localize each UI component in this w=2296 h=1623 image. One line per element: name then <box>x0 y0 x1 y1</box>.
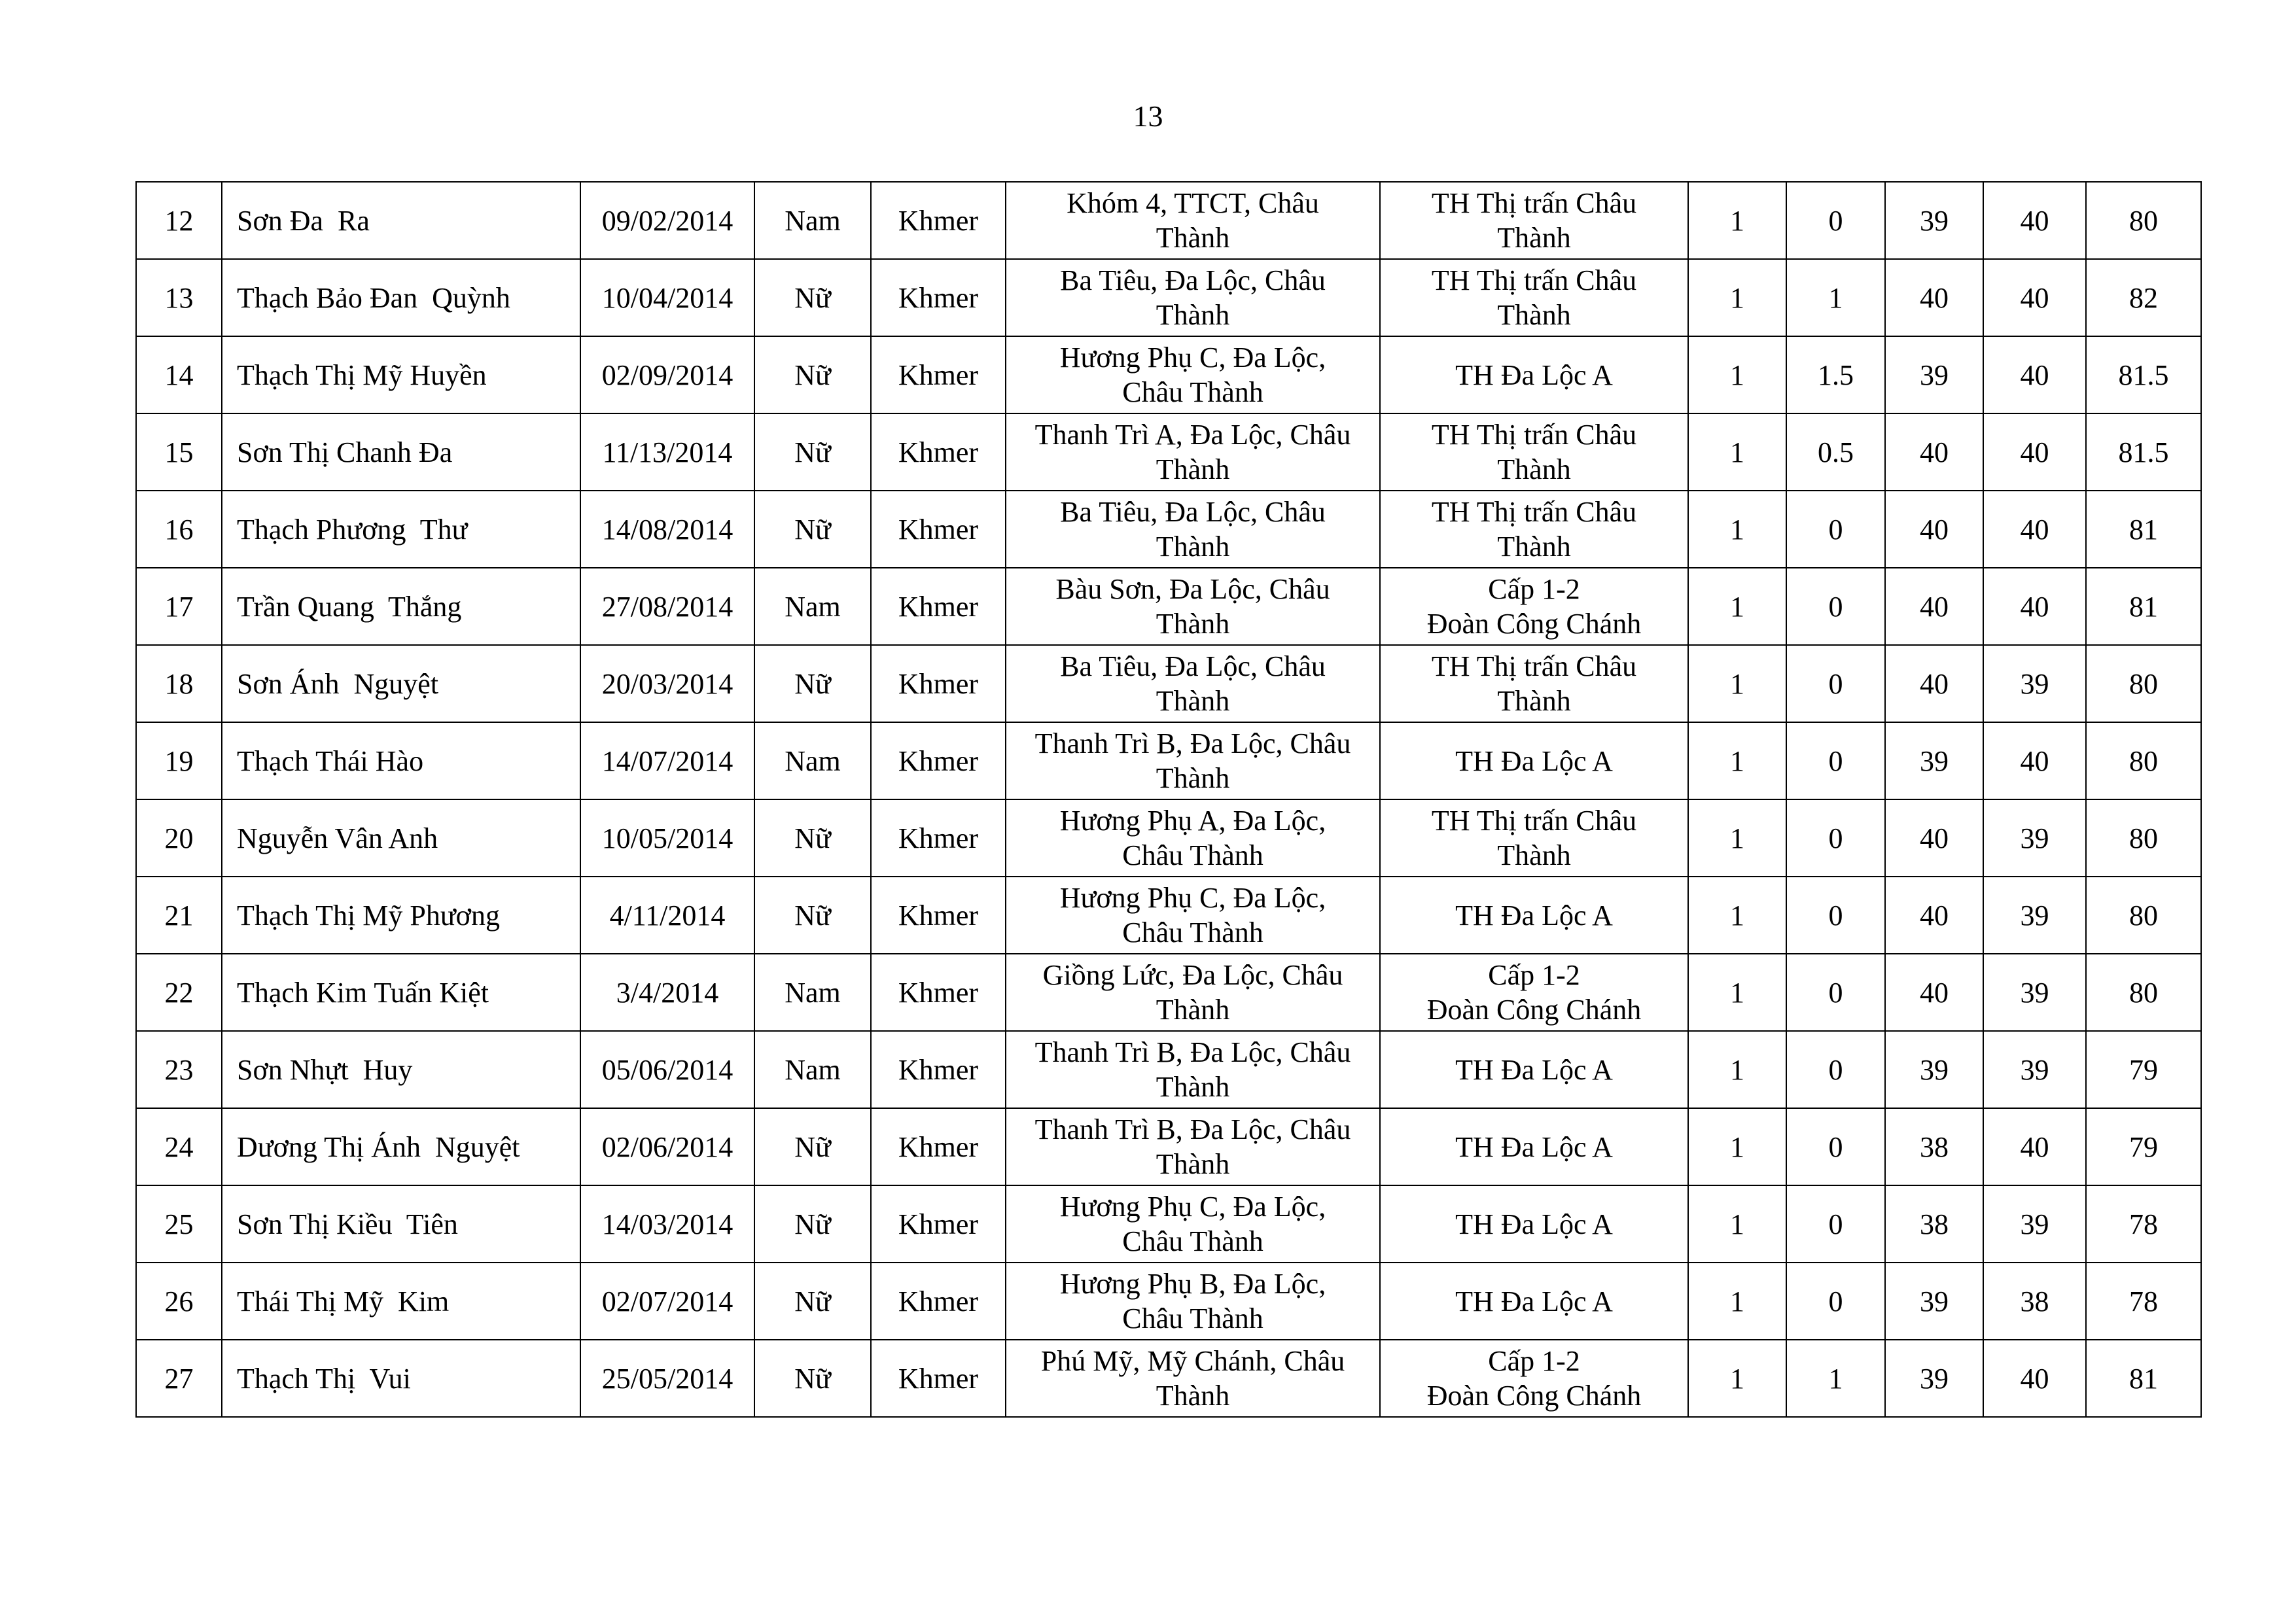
cell-address <box>1006 954 1380 1031</box>
table-row <box>136 491 2201 568</box>
cell-total: 80 <box>2086 722 2201 799</box>
cell-school <box>1380 1185 1688 1263</box>
cell-address <box>1006 1031 1380 1108</box>
cell-score-1: 1 <box>1688 1108 1786 1185</box>
cell-score-3: 39 <box>1885 1263 1983 1340</box>
cell-dob: 27/08/2014 <box>580 568 754 645</box>
cell-address <box>1006 722 1380 799</box>
cell-score-2: 0 <box>1786 722 1885 799</box>
cell-ethnicity: Khmer <box>871 799 1006 877</box>
cell-score-3: 39 <box>1885 336 1983 413</box>
cell-score-1: 1 <box>1688 259 1786 336</box>
cell-ethnicity: Khmer <box>871 954 1006 1031</box>
cell-total: 81.5 <box>2086 413 2201 491</box>
cell-gender: Nữ <box>754 1263 871 1340</box>
cell-gender: Nam <box>754 954 871 1031</box>
cell-ethnicity: Khmer <box>871 568 1006 645</box>
cell-score-4: 40 <box>1983 1340 2086 1417</box>
cell-school <box>1380 259 1688 336</box>
cell-stt: 25 <box>136 1185 222 1263</box>
cell-address-text: Ba Tiêu, Đa Lộc, Châu Thành <box>1060 650 1326 717</box>
cell-gender: Nam <box>754 568 871 645</box>
cell-score-2: 0 <box>1786 1263 1885 1340</box>
cell-name: Sơn Ánh Nguyệt <box>222 645 580 722</box>
cell-total: 80 <box>2086 182 2201 259</box>
cell-score-1: 1 <box>1688 491 1786 568</box>
cell-school-text: TH Đa Lộc A <box>1455 1130 1613 1163</box>
cell-score-1: 1 <box>1688 336 1786 413</box>
cell-score-4: 39 <box>1983 877 2086 954</box>
cell-school-text: TH Thị trấn Châu Thành <box>1431 419 1637 485</box>
cell-address-text: Giồng Lức, Đa Lộc, Châu Thành <box>1042 959 1343 1026</box>
cell-school <box>1380 1340 1688 1417</box>
cell-score-3: 39 <box>1885 1031 1983 1108</box>
cell-total: 79 <box>2086 1031 2201 1108</box>
cell-ethnicity: Khmer <box>871 1185 1006 1263</box>
table-row <box>136 1185 2201 1263</box>
cell-school <box>1380 491 1688 568</box>
table-row <box>136 722 2201 799</box>
cell-address-text: Hương Phụ C, Đa Lộc, Châu Thành <box>1059 882 1326 949</box>
cell-name: Nguyễn Vân Anh <box>222 799 580 877</box>
cell-address <box>1006 1263 1380 1340</box>
cell-address-text: Ba Tiêu, Đa Lộc, Châu Thành <box>1060 264 1326 331</box>
cell-gender: Nữ <box>754 1340 871 1417</box>
cell-score-2: 1 <box>1786 259 1885 336</box>
cell-school-text: Cấp 1-2 Đoàn Công Chánh <box>1426 573 1642 640</box>
cell-score-4: 39 <box>1983 954 2086 1031</box>
cell-name: Dương Thị Ánh Nguyệt <box>222 1108 580 1185</box>
cell-score-2: 0 <box>1786 568 1885 645</box>
cell-stt: 22 <box>136 954 222 1031</box>
cell-total: 81 <box>2086 491 2201 568</box>
cell-ethnicity: Khmer <box>871 1031 1006 1108</box>
cell-dob: 14/03/2014 <box>580 1185 754 1263</box>
cell-stt: 14 <box>136 336 222 413</box>
cell-score-1: 1 <box>1688 645 1786 722</box>
table-row <box>136 182 2201 259</box>
cell-school-text: TH Đa Lộc A <box>1455 1208 1613 1240</box>
cell-ethnicity: Khmer <box>871 1340 1006 1417</box>
cell-stt: 17 <box>136 568 222 645</box>
cell-school-text: TH Đa Lộc A <box>1455 1053 1613 1086</box>
table-row <box>136 954 2201 1031</box>
cell-address <box>1006 799 1380 877</box>
cell-school <box>1380 568 1688 645</box>
cell-score-1: 1 <box>1688 877 1786 954</box>
cell-gender: Nữ <box>754 877 871 954</box>
cell-total: 82 <box>2086 259 2201 336</box>
cell-name: Thạch Bảo Đan Quỳnh <box>222 259 580 336</box>
cell-school-text: TH Thị trấn Châu Thành <box>1431 496 1637 563</box>
cell-stt: 15 <box>136 413 222 491</box>
cell-dob: 11/13/2014 <box>580 413 754 491</box>
table-row <box>136 645 2201 722</box>
cell-stt: 16 <box>136 491 222 568</box>
cell-score-2: 0 <box>1786 1031 1885 1108</box>
cell-score-2: 0 <box>1786 954 1885 1031</box>
cell-score-1: 1 <box>1688 568 1786 645</box>
table-body <box>136 182 2201 1417</box>
cell-name: Thạch Thị Vui <box>222 1340 580 1417</box>
cell-ethnicity: Khmer <box>871 182 1006 259</box>
cell-score-4: 40 <box>1983 722 2086 799</box>
cell-stt: 24 <box>136 1108 222 1185</box>
cell-address-text: Ba Tiêu, Đa Lộc, Châu Thành <box>1060 496 1326 563</box>
cell-dob: 20/03/2014 <box>580 645 754 722</box>
cell-total: 80 <box>2086 877 2201 954</box>
cell-address <box>1006 1340 1380 1417</box>
cell-total: 79 <box>2086 1108 2201 1185</box>
cell-ethnicity: Khmer <box>871 1108 1006 1185</box>
cell-school-text: TH Đa Lộc A <box>1455 358 1613 391</box>
cell-gender: Nữ <box>754 336 871 413</box>
cell-name: Thạch Thái Hào <box>222 722 580 799</box>
cell-name: Trần Quang Thắng <box>222 568 580 645</box>
cell-address <box>1006 182 1380 259</box>
cell-stt: 27 <box>136 1340 222 1417</box>
cell-school <box>1380 1108 1688 1185</box>
cell-score-2: 0 <box>1786 491 1885 568</box>
cell-total: 81 <box>2086 1340 2201 1417</box>
cell-school <box>1380 799 1688 877</box>
cell-score-2: 0 <box>1786 799 1885 877</box>
cell-score-2: 0 <box>1786 182 1885 259</box>
table-row <box>136 413 2201 491</box>
cell-score-4: 40 <box>1983 491 2086 568</box>
cell-address <box>1006 1185 1380 1263</box>
cell-school <box>1380 1031 1688 1108</box>
cell-score-3: 39 <box>1885 722 1983 799</box>
cell-address <box>1006 877 1380 954</box>
cell-score-3: 40 <box>1885 954 1983 1031</box>
cell-address <box>1006 413 1380 491</box>
cell-dob: 02/07/2014 <box>580 1263 754 1340</box>
cell-gender: Nữ <box>754 1108 871 1185</box>
table-row <box>136 1263 2201 1340</box>
cell-gender: Nam <box>754 722 871 799</box>
cell-school <box>1380 182 1688 259</box>
cell-total: 80 <box>2086 954 2201 1031</box>
cell-school-text: TH Thị trấn Châu Thành <box>1431 650 1637 717</box>
cell-school-text: TH Đa Lộc A <box>1455 899 1613 932</box>
cell-address <box>1006 645 1380 722</box>
cell-ethnicity: Khmer <box>871 645 1006 722</box>
cell-name: Sơn Đa Ra <box>222 182 580 259</box>
cell-score-3: 40 <box>1885 413 1983 491</box>
cell-score-2: 0.5 <box>1786 413 1885 491</box>
cell-score-4: 40 <box>1983 259 2086 336</box>
cell-address <box>1006 1108 1380 1185</box>
cell-score-1: 1 <box>1688 722 1786 799</box>
cell-address <box>1006 491 1380 568</box>
cell-score-4: 40 <box>1983 568 2086 645</box>
table-row <box>136 1108 2201 1185</box>
cell-stt: 23 <box>136 1031 222 1108</box>
cell-score-4: 38 <box>1983 1263 2086 1340</box>
cell-score-2: 0 <box>1786 1185 1885 1263</box>
cell-score-4: 39 <box>1983 1185 2086 1263</box>
cell-score-3: 38 <box>1885 1185 1983 1263</box>
cell-score-1: 1 <box>1688 799 1786 877</box>
cell-score-4: 40 <box>1983 1108 2086 1185</box>
cell-address <box>1006 568 1380 645</box>
cell-stt: 21 <box>136 877 222 954</box>
cell-dob: 05/06/2014 <box>580 1031 754 1108</box>
cell-school-text: TH Đa Lộc A <box>1455 1285 1613 1318</box>
table-row <box>136 1031 2201 1108</box>
cell-name: Sơn Thị Kiều Tiên <box>222 1185 580 1263</box>
cell-score-3: 40 <box>1885 645 1983 722</box>
cell-gender: Nữ <box>754 799 871 877</box>
cell-score-3: 38 <box>1885 1108 1983 1185</box>
cell-dob: 4/11/2014 <box>580 877 754 954</box>
cell-ethnicity: Khmer <box>871 259 1006 336</box>
cell-score-3: 40 <box>1885 491 1983 568</box>
cell-school-text: TH Thị trấn Châu Thành <box>1431 264 1637 331</box>
cell-total: 78 <box>2086 1263 2201 1340</box>
cell-dob: 14/08/2014 <box>580 491 754 568</box>
table-row <box>136 259 2201 336</box>
cell-score-3: 40 <box>1885 799 1983 877</box>
cell-score-1: 1 <box>1688 413 1786 491</box>
cell-score-1: 1 <box>1688 1185 1786 1263</box>
cell-total: 80 <box>2086 799 2201 877</box>
cell-total: 81.5 <box>2086 336 2201 413</box>
cell-stt: 20 <box>136 799 222 877</box>
cell-address-text: Thanh Trì A, Đa Lộc, Châu Thành <box>1034 419 1351 485</box>
cell-score-4: 40 <box>1983 413 2086 491</box>
cell-score-2: 1 <box>1786 1340 1885 1417</box>
cell-name: Thạch Thị Mỹ Phương <box>222 877 580 954</box>
cell-ethnicity: Khmer <box>871 336 1006 413</box>
cell-score-1: 1 <box>1688 1031 1786 1108</box>
cell-total: 78 <box>2086 1185 2201 1263</box>
cell-name: Thạch Thị Mỹ Huyền <box>222 336 580 413</box>
cell-gender: Nữ <box>754 413 871 491</box>
cell-score-3: 40 <box>1885 877 1983 954</box>
table-row <box>136 336 2201 413</box>
cell-score-1: 1 <box>1688 954 1786 1031</box>
cell-total: 81 <box>2086 568 2201 645</box>
cell-school-text: TH Đa Lộc A <box>1455 744 1613 777</box>
cell-score-4: 39 <box>1983 799 2086 877</box>
cell-dob: 25/05/2014 <box>580 1340 754 1417</box>
cell-gender: Nữ <box>754 259 871 336</box>
cell-score-2: 0 <box>1786 877 1885 954</box>
cell-school <box>1380 877 1688 954</box>
cell-school-text: Cấp 1-2 Đoàn Công Chánh <box>1426 959 1642 1026</box>
cell-school-text: TH Thị trấn Châu Thành <box>1431 187 1637 254</box>
cell-gender: Nữ <box>754 645 871 722</box>
cell-address-text: Thanh Trì B, Đa Lộc, Châu Thành <box>1034 727 1351 794</box>
cell-score-4: 39 <box>1983 645 2086 722</box>
cell-address-text: Phú Mỹ, Mỹ Chánh, Châu Thành <box>1040 1345 1345 1412</box>
cell-name: Thạch Phương Thư <box>222 491 580 568</box>
cell-address-text: Hương Phụ C, Đa Lộc, Châu Thành <box>1059 341 1326 408</box>
cell-score-4: 40 <box>1983 182 2086 259</box>
cell-name: Sơn Nhựt Huy <box>222 1031 580 1108</box>
cell-ethnicity: Khmer <box>871 491 1006 568</box>
cell-gender: Nam <box>754 1031 871 1108</box>
student-table <box>135 181 2202 1418</box>
cell-name: Thạch Kim Tuấn Kiệt <box>222 954 580 1031</box>
cell-score-3: 40 <box>1885 259 1983 336</box>
cell-address <box>1006 336 1380 413</box>
cell-dob: 02/06/2014 <box>580 1108 754 1185</box>
cell-ethnicity: Khmer <box>871 1263 1006 1340</box>
cell-address-text: Bàu Sơn, Đa Lộc, Châu Thành <box>1055 573 1330 640</box>
cell-address-text: Khóm 4, TTCT, Châu Thành <box>1067 187 1319 254</box>
cell-score-1: 1 <box>1688 182 1786 259</box>
cell-school <box>1380 954 1688 1031</box>
cell-school <box>1380 645 1688 722</box>
cell-school-text: TH Thị trấn Châu Thành <box>1431 805 1637 871</box>
cell-stt: 12 <box>136 182 222 259</box>
cell-name: Thái Thị Mỹ Kim <box>222 1263 580 1340</box>
cell-school <box>1380 336 1688 413</box>
cell-stt: 18 <box>136 645 222 722</box>
cell-score-4: 39 <box>1983 1031 2086 1108</box>
cell-total: 80 <box>2086 645 2201 722</box>
cell-school <box>1380 1263 1688 1340</box>
cell-dob: 10/05/2014 <box>580 799 754 877</box>
cell-name: Sơn Thị Chanh Đa <box>222 413 580 491</box>
cell-dob: 3/4/2014 <box>580 954 754 1031</box>
cell-ethnicity: Khmer <box>871 722 1006 799</box>
cell-school <box>1380 413 1688 491</box>
cell-gender: Nam <box>754 182 871 259</box>
table-row <box>136 1340 2201 1417</box>
page-number: 13 <box>1133 99 1163 133</box>
cell-address-text: Hương Phụ A, Đa Lộc, Châu Thành <box>1059 805 1326 871</box>
cell-score-3: 40 <box>1885 568 1983 645</box>
cell-address-text: Thanh Trì B, Đa Lộc, Châu Thành <box>1034 1113 1351 1180</box>
cell-school-text: Cấp 1-2 Đoàn Công Chánh <box>1426 1345 1642 1412</box>
table-row <box>136 877 2201 954</box>
cell-score-3: 39 <box>1885 182 1983 259</box>
cell-stt: 26 <box>136 1263 222 1340</box>
cell-address-text: Hương Phụ B, Đa Lộc, Châu Thành <box>1059 1268 1326 1335</box>
cell-gender: Nữ <box>754 491 871 568</box>
table-row <box>136 799 2201 877</box>
cell-address-text: Hương Phụ C, Đa Lộc, Châu Thành <box>1059 1191 1326 1257</box>
cell-gender: Nữ <box>754 1185 871 1263</box>
cell-score-2: 0 <box>1786 645 1885 722</box>
cell-score-1: 1 <box>1688 1263 1786 1340</box>
cell-score-4: 40 <box>1983 336 2086 413</box>
cell-school <box>1380 722 1688 799</box>
cell-dob: 09/02/2014 <box>580 182 754 259</box>
cell-score-2: 1.5 <box>1786 336 1885 413</box>
cell-score-3: 39 <box>1885 1340 1983 1417</box>
cell-stt: 13 <box>136 259 222 336</box>
cell-address <box>1006 259 1380 336</box>
cell-score-1: 1 <box>1688 1340 1786 1417</box>
cell-address-text: Thanh Trì B, Đa Lộc, Châu Thành <box>1034 1036 1351 1103</box>
cell-dob: 02/09/2014 <box>580 336 754 413</box>
cell-dob: 14/07/2014 <box>580 722 754 799</box>
cell-dob: 10/04/2014 <box>580 259 754 336</box>
cell-ethnicity: Khmer <box>871 877 1006 954</box>
cell-stt: 19 <box>136 722 222 799</box>
cell-ethnicity: Khmer <box>871 413 1006 491</box>
cell-score-2: 0 <box>1786 1108 1885 1185</box>
table-row <box>136 568 2201 645</box>
